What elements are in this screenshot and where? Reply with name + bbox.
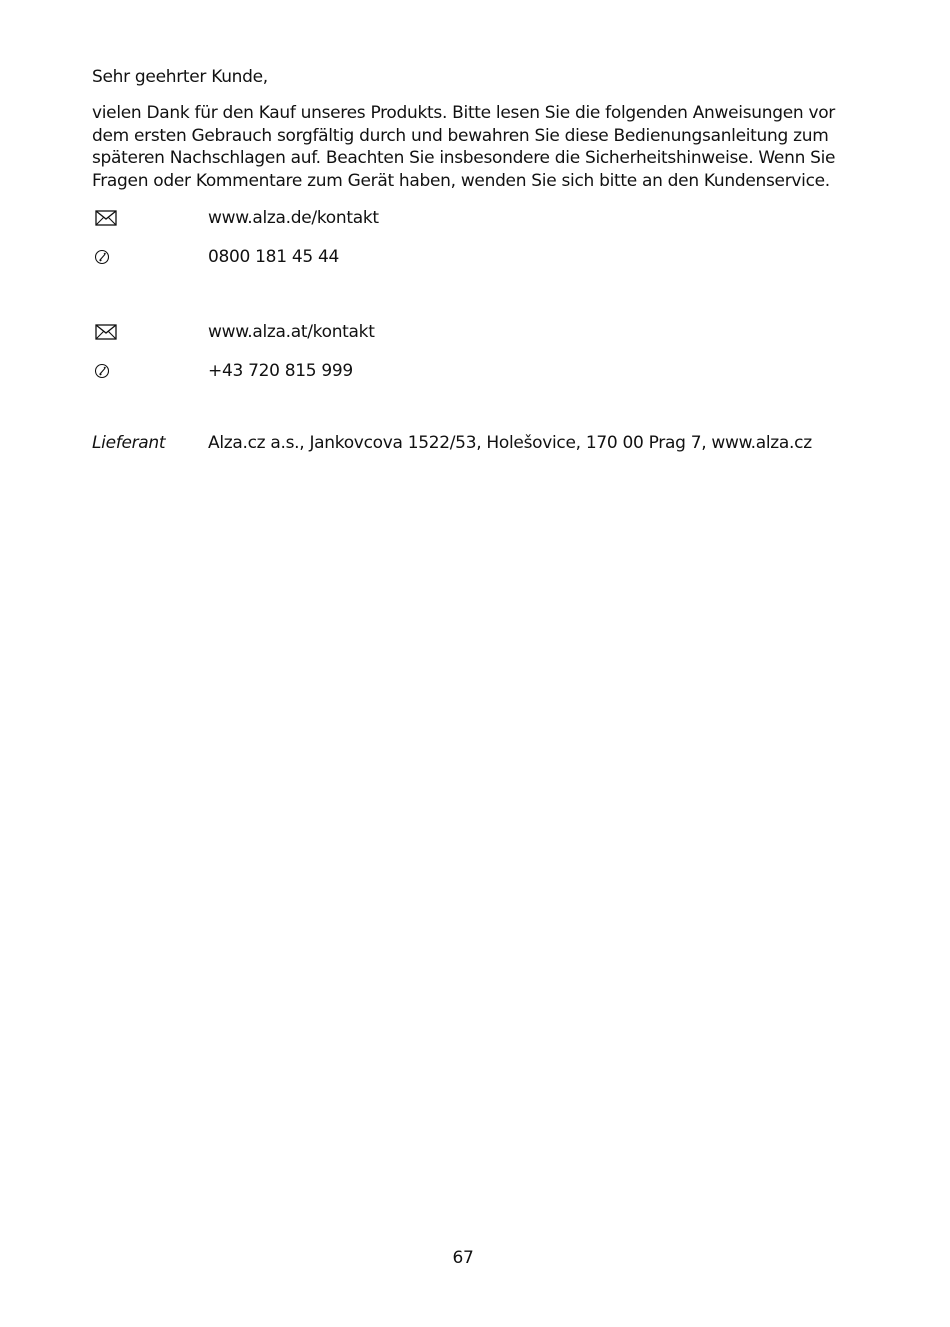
contact-web-de[interactable]: www.alza.de/kontakt <box>208 208 379 228</box>
phone-icon <box>95 361 117 381</box>
intro-line: Fragen oder Kommentare zum Gerät haben, wenden Sie sich bitte an den Kundenservice. <box>92 170 830 191</box>
contact-phone-de[interactable]: 0800 181 45 44 <box>208 247 339 267</box>
phone-icon <box>95 247 117 267</box>
intro-paragraph <box>92 102 852 192</box>
page-number: 67 <box>452 1248 474 1268</box>
contact-web-at[interactable]: www.alza.at/kontakt <box>208 322 375 342</box>
supplier-label: Lieferant <box>92 433 166 453</box>
envelope-icon <box>95 322 117 342</box>
intro-line: vielen Dank für den Kauf unseres Produkts. Bitte lesen Sie die folgenden Anweisungen vor <box>92 103 836 123</box>
intro-line: späteren Nachschlagen auf. Beachten Sie insbesondere die Sicherheitshinweise. Wenn Sie <box>92 148 836 168</box>
greeting: Sehr geehrter Kunde, <box>92 67 268 87</box>
intro-line: dem ersten Gebrauch sorgfältig durch und bewahren Sie diese Bedienungsanleitung zum <box>92 125 829 146</box>
supplier-address: Alza.cz a.s., Jankovcova 1522/53, Holešovice, 170 00 Prag 7, www.alza.cz <box>208 433 812 453</box>
contact-phone-at[interactable]: +43 720 815 999 <box>208 361 353 381</box>
envelope-icon <box>95 208 117 228</box>
